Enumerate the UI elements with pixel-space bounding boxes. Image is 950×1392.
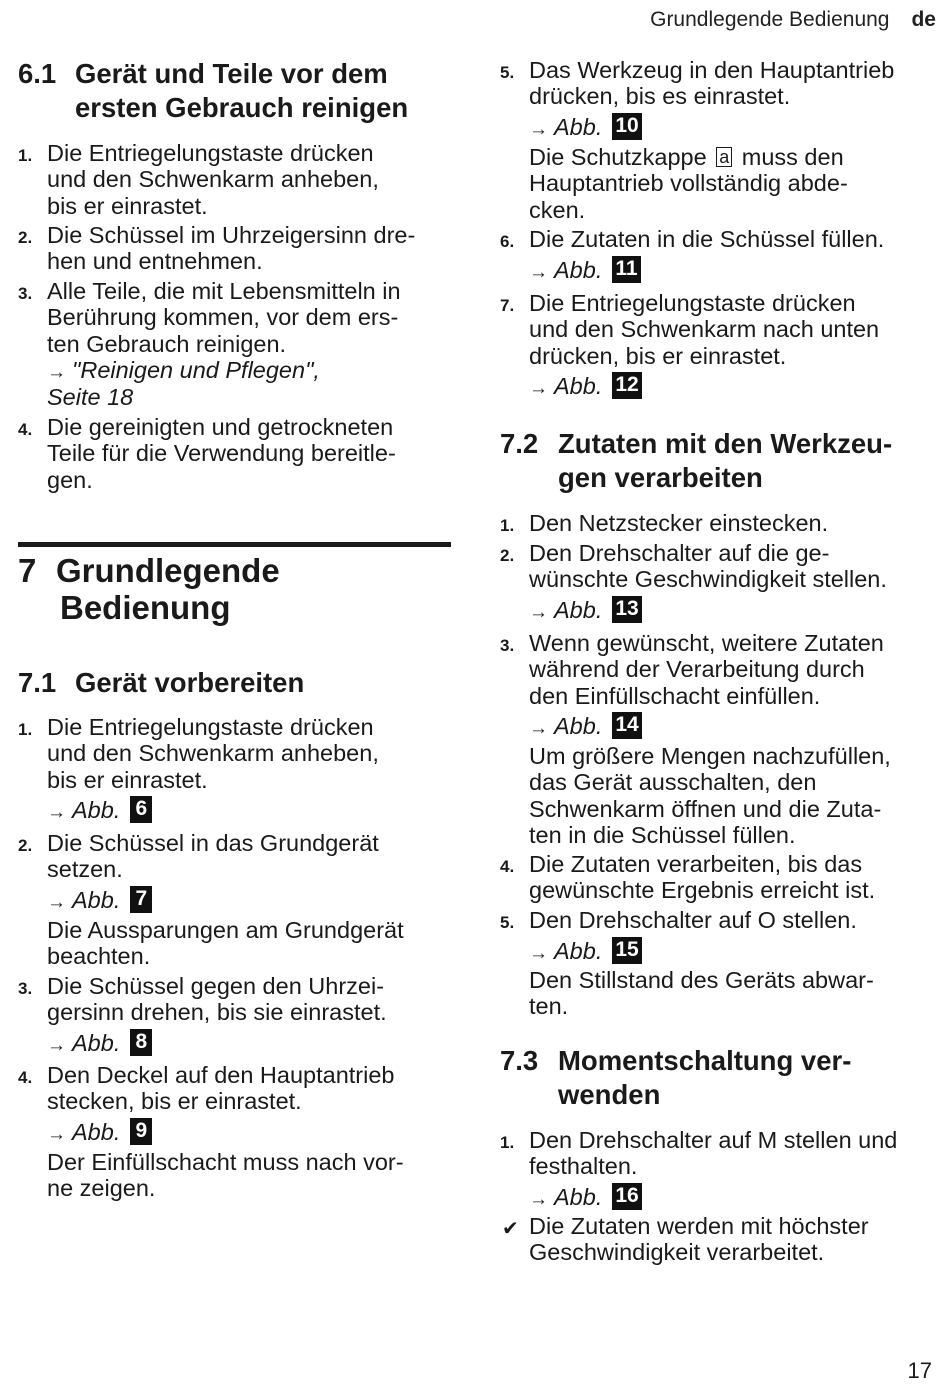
heading-line: gen verarbeiten xyxy=(558,462,763,493)
abb-label: Abb. xyxy=(72,1119,121,1145)
note-text: Der Einfüllschacht muss nach vor- xyxy=(47,1149,404,1175)
note-text xyxy=(529,144,844,170)
heading-line: Grundlegende xyxy=(56,552,280,589)
note-text: ten. xyxy=(529,993,569,1020)
step-text: Die Zutaten in die Schüssel füllen. xyxy=(529,226,885,252)
step-text xyxy=(529,1127,897,1153)
step-text: drücken, bis er einrastet. xyxy=(529,342,787,369)
heading-number: 7.2 xyxy=(500,428,539,459)
figure-number-badge: 8 xyxy=(130,1029,152,1056)
reference-text: "Reinigen und Pflegen", xyxy=(72,357,320,383)
figure-number-badge: 6 xyxy=(130,796,152,823)
switch-symbol-moment: M xyxy=(757,1127,778,1153)
step-text: hen und entnehmen. xyxy=(47,248,263,275)
figure-number-badge: 11 xyxy=(612,256,640,283)
abb-label: Abb. xyxy=(554,713,603,739)
step-number: 2. xyxy=(18,228,33,247)
figure-reference[interactable] xyxy=(47,885,152,918)
figure-reference[interactable] xyxy=(529,936,642,969)
step-fragment: stellen und xyxy=(783,1127,898,1153)
step-number: 6. xyxy=(500,232,515,251)
abb-label: Abb. xyxy=(554,597,603,623)
arrow-right-icon: → xyxy=(47,892,66,913)
step-text: Die Schüssel in das Grundgerät xyxy=(47,830,379,856)
step-text: und den Schwenkarm nach unten xyxy=(529,316,880,343)
arrow-right-icon: → xyxy=(529,1189,548,1210)
step-text: und den Schwenkarm anheben, xyxy=(47,166,379,193)
figure-reference[interactable] xyxy=(529,711,642,744)
step-text: gewünschte Ergebnis erreicht ist. xyxy=(529,877,876,904)
step-text: Die Zutaten verarbeiten, bis das xyxy=(529,851,863,877)
figure-reference[interactable] xyxy=(529,1182,642,1215)
note-text: Die Aussparungen am Grundgerät xyxy=(47,917,404,943)
step-text: gersinn drehen, bis sie einrastet. xyxy=(47,999,387,1026)
arrow-right-icon: → xyxy=(529,262,548,283)
step-text: Die Entriegelungstaste drücken xyxy=(47,140,374,166)
switch-symbol-off: O xyxy=(757,907,776,933)
abb-label: Abb. xyxy=(554,257,603,283)
step-text: Teile für die Verwendung bereitle- xyxy=(47,440,396,467)
figure-number-badge: 12 xyxy=(612,372,641,399)
step-text: Wenn gewünscht, weitere Zutaten xyxy=(529,630,884,656)
step-number: 1. xyxy=(500,1133,515,1152)
arrow-right-icon: → xyxy=(529,943,548,964)
step-fragment: Den Drehschalter auf xyxy=(529,907,752,933)
step-text: wünschte Geschwindigkeit stellen. xyxy=(529,566,887,593)
figure-number-badge: 14 xyxy=(612,712,641,739)
note-text: das Gerät ausschalten, den xyxy=(529,769,817,796)
heading-line: ersten Gebrauch reinigen xyxy=(75,92,409,123)
figure-reference[interactable] xyxy=(529,255,641,288)
step-text: Den Drehschalter auf die ge- xyxy=(529,540,830,566)
step-text: Den Deckel auf den Hauptantrieb xyxy=(47,1062,395,1088)
page-header xyxy=(650,8,936,32)
heading-line: Bedienung xyxy=(60,589,231,626)
step-text: Die Schüssel im Uhrzeigersinn dre- xyxy=(47,222,416,248)
step-text: den Einfüllschacht einfüllen. xyxy=(529,682,821,709)
heading-line: Gerät und Teile vor dem xyxy=(75,58,388,89)
figure-reference[interactable] xyxy=(47,795,152,828)
step-text xyxy=(529,907,857,933)
figure-reference[interactable] xyxy=(529,595,642,628)
step-number: 4. xyxy=(18,1068,33,1087)
reference-page[interactable]: Seite 18 xyxy=(47,384,134,410)
step-number: 1. xyxy=(500,516,515,535)
figure-number-badge: 13 xyxy=(612,596,641,623)
result-text: Geschwindigkeit verarbeitet. xyxy=(529,1239,825,1266)
step-text: setzen. xyxy=(47,856,123,883)
arrow-right-icon: → xyxy=(529,718,548,739)
step-number: 7. xyxy=(500,296,515,315)
figure-reference[interactable] xyxy=(529,371,642,404)
step-text: Den Netzstecker einstecken. xyxy=(529,510,829,536)
figure-number-badge: 9 xyxy=(130,1118,152,1145)
abb-label: Abb. xyxy=(72,887,121,913)
figure-number-badge: 10 xyxy=(612,113,641,140)
step-text: drücken, bis es einrastet. xyxy=(529,83,791,110)
step-fragment: stellen. xyxy=(782,907,857,933)
step-number: 3. xyxy=(500,636,515,655)
note-text: beachten. xyxy=(47,943,151,970)
abb-label: Abb. xyxy=(554,114,603,140)
figure-number-badge: 16 xyxy=(612,1183,641,1210)
abb-label: Abb. xyxy=(72,797,121,823)
heading-number: 7.3 xyxy=(500,1045,539,1076)
note-text: cken. xyxy=(529,196,586,223)
heading-number: 7.1 xyxy=(18,667,57,698)
step-text: festhalten. xyxy=(529,1153,638,1180)
heading-number: 7 xyxy=(18,552,37,589)
step-text: ten Gebrauch reinigen. xyxy=(47,330,287,357)
step-text: während der Verarbeitung durch xyxy=(529,656,865,683)
step-number: 3. xyxy=(18,284,33,303)
step-text: Die Entriegelungstaste drücken xyxy=(529,290,856,316)
arrow-right-icon: → xyxy=(47,1035,66,1056)
heading-number: 6.1 xyxy=(18,58,57,89)
step-number: 4. xyxy=(500,857,515,876)
note-text: Um größere Mengen nachzufüllen, xyxy=(529,743,891,769)
page-number: 17 xyxy=(907,1358,932,1383)
part-label-a: a xyxy=(716,147,732,167)
abb-label: Abb. xyxy=(554,1184,603,1210)
arrow-right-icon: → xyxy=(47,1124,66,1145)
arrow-right-icon: → xyxy=(529,119,548,140)
step-fragment: Den Drehschalter auf xyxy=(529,1127,752,1153)
abb-label: Abb. xyxy=(72,1030,121,1056)
header-section-title: Grundlegende Bedienung xyxy=(650,8,890,31)
step-number: 5. xyxy=(500,913,515,932)
step-text: gen. xyxy=(47,466,93,493)
heading-line: Momentschaltung ver- xyxy=(558,1045,852,1076)
step-number: 4. xyxy=(18,420,33,439)
chapter-divider xyxy=(18,542,451,547)
heading-line: Zutaten mit den Werkzeu- xyxy=(558,428,893,459)
heading-line: wenden xyxy=(558,1079,661,1110)
step-text: Alle Teile, die mit Lebensmitteln in xyxy=(47,278,401,304)
step-text: Die Entriegelungstaste drücken xyxy=(47,714,374,740)
step-text: Das Werkzeug in den Hauptantrieb xyxy=(529,57,895,83)
step-text: Die Schüssel gegen den Uhrzei- xyxy=(47,973,385,999)
language-code: de xyxy=(911,8,936,31)
figure-number-badge: 15 xyxy=(612,937,641,964)
result-text: Die Zutaten werden mit höchster xyxy=(529,1213,869,1239)
heading-line: Gerät vorbereiten xyxy=(75,667,305,698)
step-number: 1. xyxy=(18,146,33,165)
step-number: 2. xyxy=(18,836,33,855)
note-text: Den Stillstand des Geräts abwar- xyxy=(529,967,874,993)
figure-number-badge: 7 xyxy=(130,886,152,913)
note-text: Schwenkarm öffnen und die Zuta- xyxy=(529,795,882,822)
arrow-right-icon: → xyxy=(529,378,548,399)
note-fragment: muss den xyxy=(741,144,844,170)
step-text: und den Schwenkarm anheben, xyxy=(47,740,379,767)
step-number: 5. xyxy=(500,63,515,82)
abb-label: Abb. xyxy=(554,938,603,964)
note-text: Hauptantrieb vollständig abde- xyxy=(529,170,848,197)
checkmark-icon: ✔ xyxy=(502,1218,519,1240)
step-number: 1. xyxy=(18,720,33,739)
step-text: Die gereinigten und getrockneten xyxy=(47,414,394,440)
note-text: ten in die Schüssel füllen. xyxy=(529,821,796,848)
arrow-right-icon: → xyxy=(529,602,548,623)
figure-reference[interactable] xyxy=(47,1117,152,1150)
figure-reference[interactable] xyxy=(529,112,642,145)
step-number: 2. xyxy=(500,546,515,565)
figure-reference[interactable] xyxy=(47,1028,152,1061)
arrow-right-icon: → xyxy=(47,802,66,823)
step-text: Berührung kommen, vor dem ers- xyxy=(47,304,399,331)
arrow-right-icon: → xyxy=(47,362,66,383)
note-fragment: Die Schutzkappe xyxy=(529,144,707,170)
abb-label: Abb. xyxy=(554,373,603,399)
step-text: stecken, bis er einrastet. xyxy=(47,1088,302,1115)
step-number: 3. xyxy=(18,979,33,998)
step-text: bis er einrastet. xyxy=(47,766,208,793)
step-text: bis er einrastet. xyxy=(47,192,208,219)
note-text: ne zeigen. xyxy=(47,1175,156,1202)
